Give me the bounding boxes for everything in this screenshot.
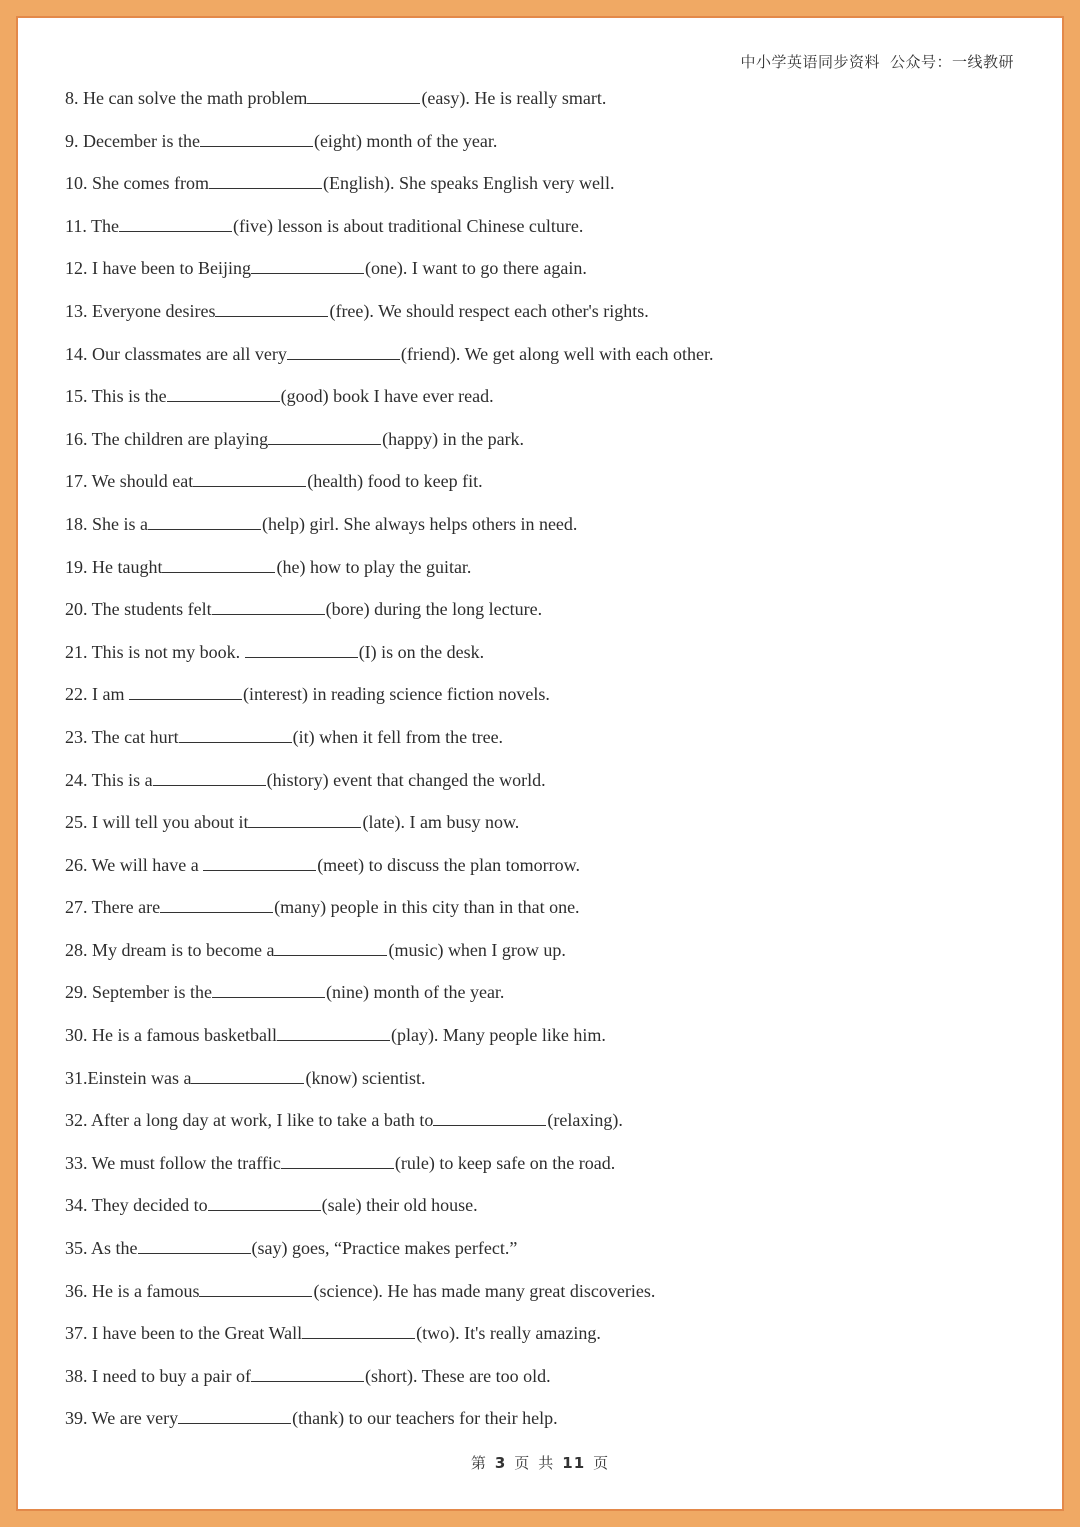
question-text-before: 31.Einstein was a [65,1067,192,1088]
header-account: 公众号：一线教研 [889,53,1014,71]
question-text-before: 24. This is a [65,769,153,790]
question-text-after: (late). I am busy now. [362,812,520,833]
question-text-after: (eight) month of the year. [313,130,498,151]
question-text-before: 11. The [65,215,119,236]
answer-blank[interactable] [307,85,420,104]
question-item [65,84,1025,127]
question-text-before: 17. We should eat [65,471,194,492]
question-text-before: 25. I will tell you about it [65,812,249,833]
question-item [65,1021,1025,1064]
question-text-after: (rule) to keep safe on the road. [394,1152,616,1173]
question-text-before: 19. He taught [65,556,163,577]
question-text-before: 32. After a long day at work, I like to take a bath to [65,1110,434,1131]
answer-blank[interactable] [251,255,364,274]
question-text-before: 37. I have been to the Great Wall [65,1323,303,1344]
question-text-after: (friend). We get along well with each other. [400,343,714,364]
question-item [65,1277,1025,1320]
question-text-before: 21. This is not my book. [65,641,245,662]
question-item [65,1234,1025,1277]
question-text-after: (know) scientist. [305,1067,426,1088]
answer-blank[interactable] [268,426,381,445]
answer-blank[interactable] [191,1065,304,1084]
question-text-after: (say) goes, “Practice makes perfect.” [251,1238,518,1259]
footer-word-page: 第 [470,1454,487,1472]
question-item [65,1191,1025,1234]
question-item [65,936,1025,979]
answer-blank[interactable] [129,681,242,700]
question-item [65,893,1025,936]
question-item [65,340,1025,383]
question-item [65,1404,1025,1447]
question-item [65,553,1025,596]
question-text-before: 30. He is a famous basketball [65,1025,277,1046]
question-item [65,808,1025,851]
answer-blank[interactable] [208,1192,321,1211]
question-text-before: 38. I need to buy a pair of [65,1365,251,1386]
question-item [65,1362,1025,1405]
answer-blank[interactable] [153,767,266,786]
question-text-before: 22. I am [65,684,129,705]
question-text-before: 13. Everyone desires [65,300,216,321]
answer-blank[interactable] [200,128,313,147]
question-text-before: 36. He is a famous [65,1280,200,1301]
question-text-after: (short). These are too old. [364,1365,551,1386]
question-item [65,297,1025,340]
question-text-after: (nine) month of the year. [325,982,505,1003]
question-text-after: (easy). He is really smart. [421,88,607,108]
question-item [65,978,1025,1021]
question-text-before: 12. I have been to Beijing [65,258,251,279]
question-text-after: (two). It's really amazing. [416,1323,601,1344]
question-text-after: (free). We should respect each other's rights. [329,300,649,321]
answer-blank[interactable] [277,1022,390,1041]
question-text-after: (he) how to play the guitar. [276,556,472,577]
question-item [65,766,1025,809]
question-text-after: (history) event that changed the world. [266,769,546,790]
question-text-before: 26. We will have a [65,854,204,875]
answer-blank[interactable] [287,341,400,360]
question-text-before: 16. The children are playing [65,428,269,449]
question-text-before: 14. Our classmates are all very [65,343,287,364]
answer-blank[interactable] [148,511,261,530]
answer-blank[interactable] [212,979,325,998]
footer-word-ye2: 页 [593,1454,610,1472]
answer-blank[interactable] [245,639,358,658]
question-text-before: 39. We are very [65,1408,179,1429]
question-text-before: 27. There are [65,897,161,918]
answer-blank[interactable] [179,724,292,743]
question-text-before: 15. This is the [65,386,167,407]
question-text-before: 9. December is the [65,130,200,151]
question-text-after: (it) when it fell from the tree. [292,726,504,747]
question-text-after: (I) is on the desk. [358,641,485,662]
question-text-before: 8. He can solve the math problem [65,88,308,108]
question-item [65,680,1025,723]
answer-blank[interactable] [178,1405,291,1424]
question-text-after: (sale) their old house. [321,1195,478,1216]
answer-blank[interactable] [302,1320,415,1339]
question-text-before: 20. The students felt [65,599,212,620]
question-text-after: (meet) to discuss the plan tomorrow. [317,854,580,875]
footer-total-pages: 11 [562,1454,586,1472]
question-text-before: 35. As the [65,1238,138,1259]
page-footer [0,1452,1080,1473]
question-item [65,254,1025,297]
question-text-after: (play). Many people like him. [390,1025,606,1046]
question-item [65,1064,1025,1107]
question-text-after: (interest) in reading science fiction novels. [242,684,550,705]
question-item [65,212,1025,255]
answer-blank[interactable] [251,1363,364,1382]
question-text-after: (happy) in the park. [382,428,525,449]
question-text-after: (help) girl. She always helps others in need. [262,513,578,534]
question-list [65,84,1025,1447]
question-item [65,1149,1025,1192]
question-item [65,510,1025,553]
question-item [65,723,1025,766]
question-text-after: (music) when I grow up. [388,939,566,960]
question-text-after: (one). I want to go there again. [364,258,587,279]
question-text-before: 34. They decided to [65,1195,208,1216]
question-item [65,467,1025,510]
question-text-before: 28. My dream is to become a [65,939,275,960]
page-header [740,51,1014,72]
question-text-after: (bore) during the long lecture. [325,599,543,620]
answer-blank[interactable] [433,1107,546,1126]
answer-blank[interactable] [215,298,328,317]
question-text-before: 10. She comes from [65,173,209,194]
footer-word-ye: 页 [514,1454,531,1472]
question-text-after: (five) lesson is about traditional Chinese culture. [233,215,584,236]
footer-current-page: 3 [494,1454,507,1472]
question-text-after: (thank) to our teachers for their help. [292,1408,558,1429]
question-item [65,1319,1025,1362]
answer-blank[interactable] [160,894,273,913]
answer-blank[interactable] [209,170,322,189]
answer-blank[interactable] [193,468,306,487]
answer-blank[interactable] [248,809,361,828]
question-text-after: (English). She speaks English very well. [322,173,615,194]
question-text-after: (relaxing). [547,1110,623,1131]
answer-blank[interactable] [274,937,387,956]
question-item [65,425,1025,468]
answer-blank[interactable] [199,1278,312,1297]
question-text-after: (health) food to keep fit. [307,471,483,492]
question-item [65,382,1025,425]
header-source: 中小学英语同步资料 [740,53,880,71]
answer-blank[interactable] [162,554,275,573]
footer-word-total: 共 [538,1454,555,1472]
question-text-before: 33. We must follow the traffic [65,1152,281,1173]
question-item [65,127,1025,170]
answer-blank[interactable] [203,852,316,871]
question-item [65,851,1025,894]
question-text-after: (many) people in this city than in that one. [274,897,580,918]
answer-blank[interactable] [281,1150,394,1169]
question-item [65,169,1025,212]
question-item [65,638,1025,681]
answer-blank[interactable] [119,213,232,232]
question-item [65,595,1025,638]
answer-blank[interactable] [212,596,325,615]
question-text-before: 29. September is the [65,982,212,1003]
question-text-before: 23. The cat hurt [65,726,179,747]
question-item [65,1106,1025,1149]
answer-blank[interactable] [138,1235,251,1254]
answer-blank[interactable] [167,383,280,402]
question-text-before: 18. She is a [65,513,148,534]
question-text-after: (good) book I have ever read. [280,386,494,407]
question-text-after: (science). He has made many great discoveries. [313,1280,656,1301]
